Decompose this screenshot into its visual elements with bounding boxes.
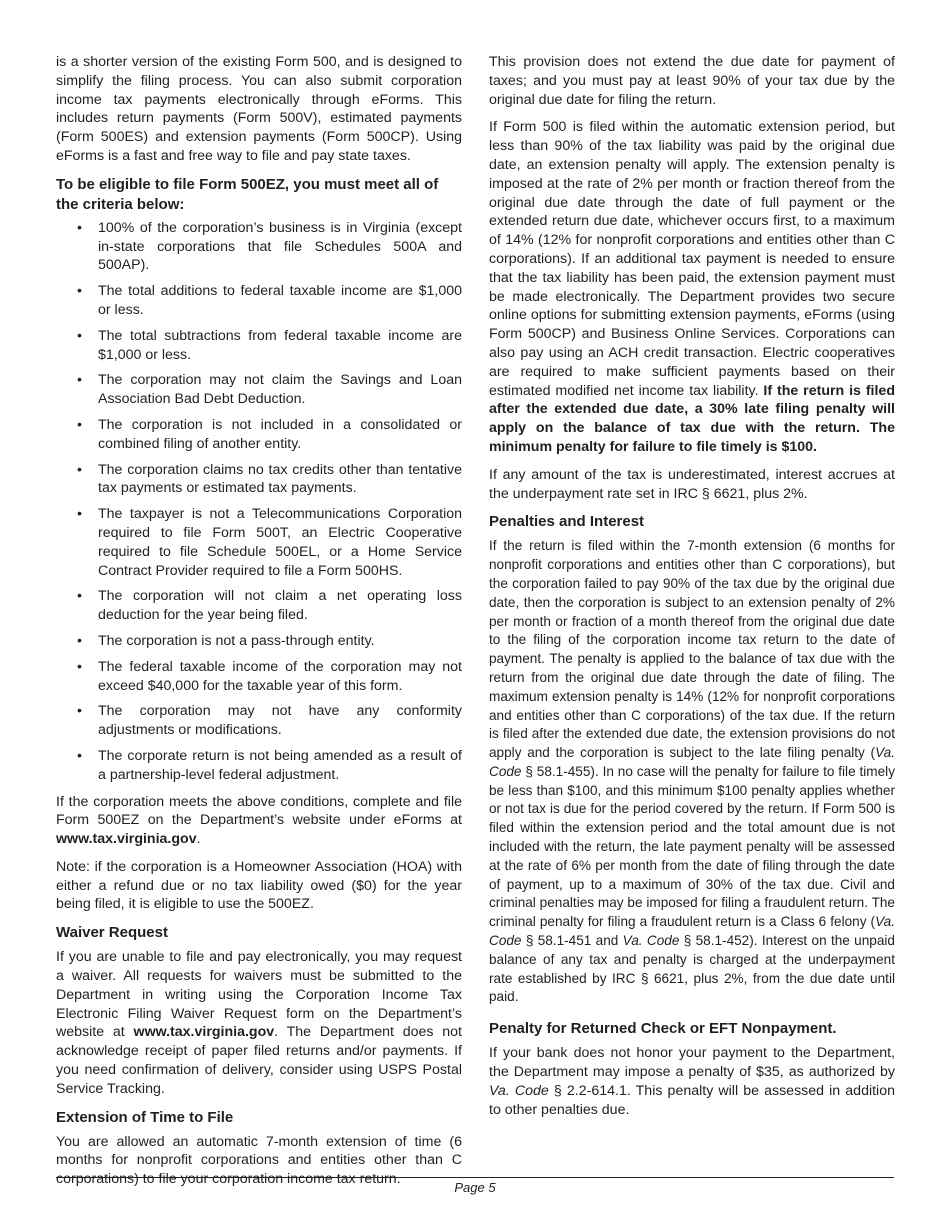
criteria-item: • The total subtractions from federal taxable income are $1,000 or less. (77, 327, 462, 363)
tax-website-link[interactable]: www.tax.virginia.gov (56, 831, 197, 848)
extension-heading: Extension of Time to File (56, 1108, 234, 1126)
underestimate-paragraph: If any amount of the tax is underestimated, interest accrues at the underpayment rate set in IRC § 6621, plus 2%. (489, 466, 895, 502)
criteria-item: • The corporation may not have any conformity adjustments or modifications. (77, 703, 462, 739)
left-column (56, 53, 462, 1198)
criteria-item: • The taxpayer is not a Telecommunications Corporation required to file Form 500T, an Electric Cooperative required to file Schedule 500EL, or a Home Service Contract Provider required to file a Form 500HS. (77, 506, 462, 579)
payment-provision-paragraph: This provision does not extend the due date for payment of taxes; and you must pay at least 90% of your tax due by the original due date for filing the return. (489, 54, 895, 108)
penalties-heading: Penalties and Interest (489, 513, 645, 531)
criteria-item: • 100% of the corporation’s business is in Virginia (except in-state corporations that file Schedules 500A and 500AP). (77, 219, 462, 274)
criteria-item: • The corporation claims no tax credits other than tentative tax payments or estimated tax payments. (77, 461, 462, 497)
returned-check-paragraph: If your bank does not honor your payment to the Department, the Department may impose a penalty of $35, as authorized by Va. Code § 2.2-614.1. This penalty will be assessed in addition to other penalties due. (489, 1045, 895, 1118)
criteria-list (56, 219, 462, 785)
criteria-item: • The federal taxable income of the corporation may not exceed $40,000 for the taxable year of this form. (77, 658, 462, 694)
page-number: Page 5 (454, 1180, 496, 1195)
criteria-item: • The corporation will not claim a net operating loss deduction for the year being filed. (77, 588, 462, 624)
intro-paragraph: is a shorter version of the existing Form 500, and is designed to simplify the filing process. You can also submit corporation income tax payments electronically through eForms. This includes return payments (Form 500V), estimated payments (Form 500ES) and extension payments (Form 500CP). Using eForms is a fast and free way to file and pay state taxes. (56, 54, 462, 164)
waiver-paragraph: If you are unable to file and pay electronically, you may request a waiver. All requests for waivers must be submitted to the Department in writing using the Corporation Income Tax Electronic Filing Waiver Request form on the Department’s website at www.tax.virginia.gov. The Department does not acknowledge receipt of paper filed returns and/or payments. If you need confirmation of delivery, consider using USPS Postal Service Tracking. (56, 949, 463, 1097)
criteria-item: • The corporation is not a pass-through entity. (77, 632, 375, 649)
criteria-item: • The corporation is not included in a consolidated or combined filing of another entity. (77, 416, 462, 452)
waiver-website-link[interactable]: www.tax.virginia.gov (133, 1024, 275, 1041)
extension-penalty-paragraph: If Form 500 is filed within the automatic extension period, but less than 90% of the tax liability was paid by the original due date, an extension penalty will apply. The extension penalty is imposed at the rate of 2% per month or fraction thereof from the original due date through the date of full payment or the extended return due date, whichever occurs first, to a maximum of 14% (12% for nonprofit corporations and entities other than C corporations). If an additional tax payment is needed to ensure that the tax liability has been paid, the extension payment must be made electronically. The Department provides two secure online options for submitting extension payments, eForms (using Form 500CP) and Business Online Services. Corporations can also pay using an ACH credit transaction. Electric cooperatives are required to make sufficient payments based on their estimated modified net income tax liability. If the return is filed after the extended due date, a 30% late filing penalty will apply on the balance of tax due with the return. The minimum penalty for failure to file timely is $100. (489, 119, 895, 455)
hoa-note: Note: if the corporation is a Homeowner Association (HOA) with either a refund due or no tax liability owed ($0) for the year being filed, it is eligible to use the 500EZ. (56, 858, 462, 913)
footer-divider (56, 1177, 894, 1178)
criteria-item: • The corporation may not claim the Savings and Loan Association Bad Debt Deduction. (77, 372, 462, 408)
eligibility-heading: To be eligible to file Form 500EZ, you must meet all of the criteria below: (56, 175, 439, 213)
criteria-item: • The total additions to federal taxable income are $1,000 or less. (77, 283, 462, 318)
penalties-paragraph: If the return is filed within the 7-month extension (6 months for nonprofit corporations and entities other than C corporations), but the corporation failed to pay 90% of the tax due by the original due date, then the corporation is subject to an extension penalty of 2% per month or fraction of a month thereof from the original due date to the filing of the corporation income tax return to the date of payment. The penalty is applied to the balance of tax due with the return from the original due date through the date of filing. The maximum extension penalty is 14% (12% for nonprofit corporations and entities other than C corporations) of the tax due. If the return is filed after the extended due date, the extension provisions do not apply and the corporation is subject to the late filing penalty (Va. Code § 58.1-455). In no case will the penalty for failure to file timely be less than $100, and this minimum $100 penalty applies whether or not tax is due for the period covered by the return. If Form 500 is filed within the extension period and the total amount due is not included with the return, the late payment penalty will be assessed at the rate of 6% per month from the date of filing through the date of payment, up to a maximum of 30% of the tax due. Civil and criminal penalties may be imposed for filing a fraudulent return. The criminal penalty for filing a fraudulent return is a Class 6 felony (Va. Code § 58.1-451 and Va. Code § 58.1-452). Interest on the unpaid balance of any tax and penalty is charged at the underpayment rate established by IRC § 6621, plus 2%, from the due date until paid. (489, 538, 895, 1005)
waiver-heading: Waiver Request (56, 924, 168, 942)
extension-paragraph: You are allowed an automatic 7-month extension of time (6 months for nonprofit corporations and entities other than C corporations) to file your corporation income tax return. (56, 1133, 462, 1188)
right-column (489, 53, 895, 1128)
late-filing-penalty-text: If the return is filed after the extended due date, a 30% late filing penalty will apply on the balance of tax due with the return. The minimum penalty for failure to file timely is $100. (489, 382, 895, 455)
criteria-item: • The corporate return is not being amended as a result of a partnership-level federal adjustment. (77, 747, 462, 783)
returned-check-heading: Penalty for Returned Check or EFT Nonpayment. (489, 1020, 837, 1038)
conditions-paragraph: If the corporation meets the above conditions, complete and file Form 500EZ on the Department’s website under eForms at www.tax.virginia.gov. (56, 793, 462, 848)
